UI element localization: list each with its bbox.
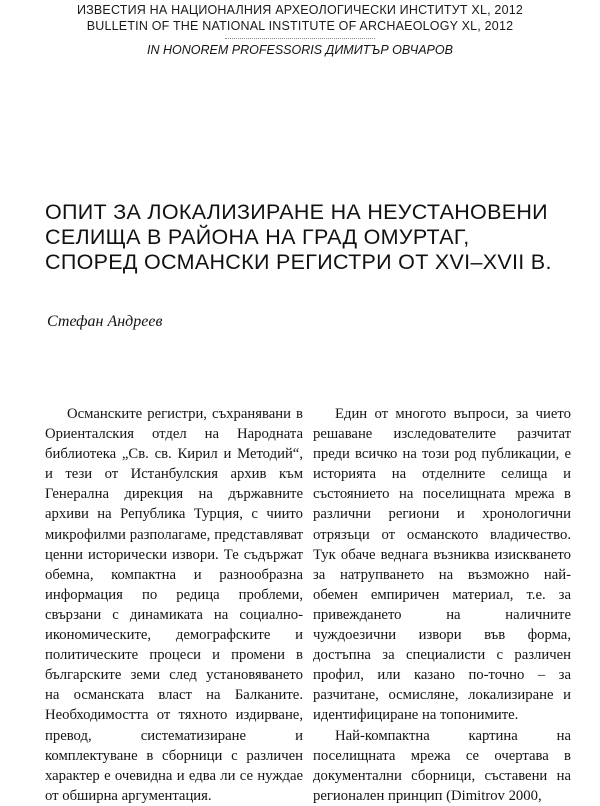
body-paragraph: Най-компактна картина на поселищната мрежа се очертава в документални сборници, съставени на регионален принцип (Dimitrov 2000, — [313, 727, 571, 804]
body-column-right — [313, 404, 571, 806]
article-title — [45, 200, 585, 275]
title-line: ОПИТ ЗА ЛОКАЛИЗИРАНЕ НА НЕУСТАНОВЕНИ — [45, 200, 548, 224]
body-column-left — [45, 404, 303, 806]
honorem-dedication: IN HONOREM PROFESSORIS ДИМИТЪР ОВЧАРОВ — [147, 43, 453, 57]
article-author: Стефан Андреев — [47, 313, 163, 330]
journal-title-bg: ИЗВЕСТИЯ НА НАЦИОНАЛНИЯ АРХЕОЛОГИЧЕСКИ ИНСТИТУТ XL, 2012 — [76, 3, 524, 17]
journal-header — [0, 0, 600, 58]
journal-title-en: BULLETIN OF THE NATIONAL INSTITUTE OF ARCHAEOLOGY XL, 2012 — [86, 19, 514, 33]
title-line: СЕЛИЩА В РАЙОНА НА ГРАД ОМУРТАГ, — [45, 225, 470, 249]
title-line: СПОРЕД ОСМАНСКИ РЕГИСТРИ ОТ XVI–XVII В. — [45, 250, 552, 274]
body-paragraph: Османските регистри, съхранявани в Ориенталския отдел на Народната библиотека „Св. св. Кирил и Методий“, и тези от Истанбулския архив към Генерална дирекция на държавните архиви на Република Турция, с чиито микрофилми разполагаме, представляват ценни исторически извори. Те съдържат обемна, компактна и разнообразна информация по редица проблеми, свързани с динамиката на социално-икономическите, демографските и политическите процеси и промени в българските земи след установяването на османската власт на Балканите. Необходимостта от тяхното издирване, превод, систематизиране и комплектуване в сборници с различен характер е очевидна и едва ли се нуждае от обширна аргументация. — [45, 406, 303, 804]
body-paragraph: Един от многото въпроси, за чието решаване изследователите разчитат преди всичко на този род публикации, е историята на отделните селища и състоянието на поселищната мрежа в различни региони и хронологични отрязъци от османското владичество. Тук обаче веднага възниква изискването за натрупването на възможно най-обемен емпиричен материал, т.е. за привеждането на наличните чуждоезични извори във форма, достъпна за специалисти с различен профил, или казано по-точно – за разчитане, осмисляне, локализиране и идентифициране на топонимите. — [313, 406, 571, 724]
header-divider — [225, 38, 375, 39]
